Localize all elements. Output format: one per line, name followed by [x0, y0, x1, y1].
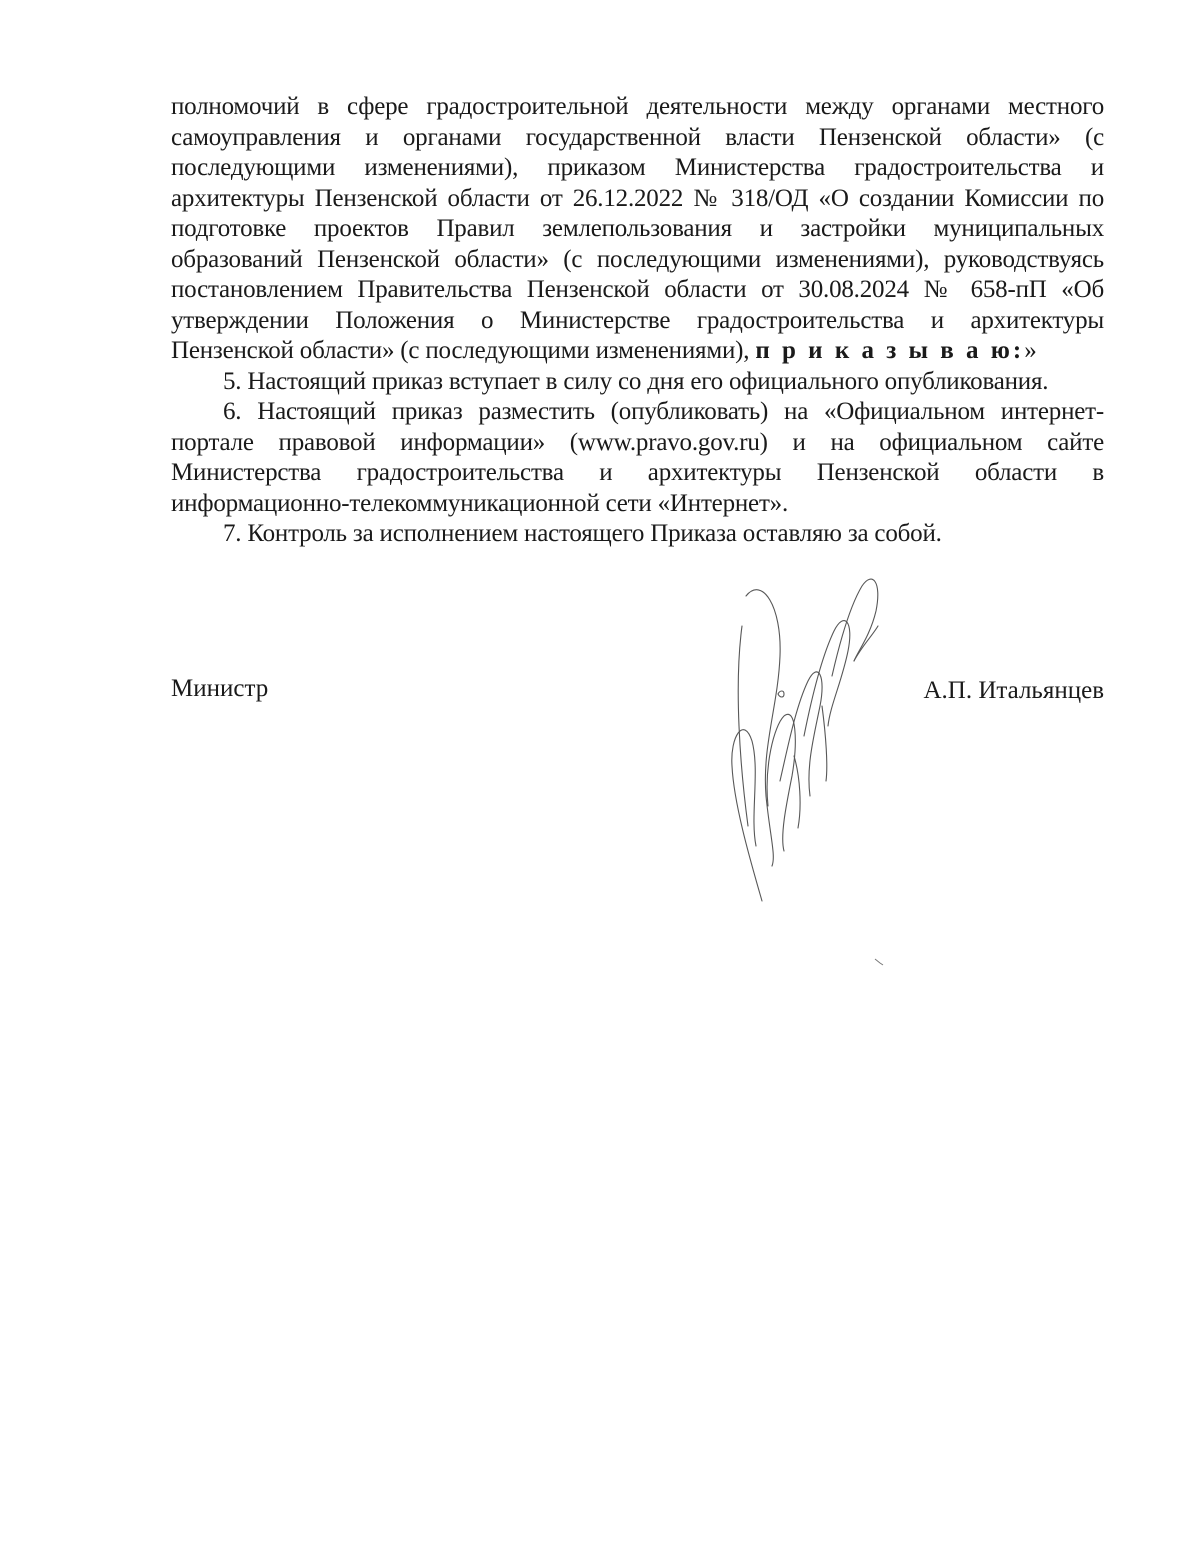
paragraph-6: 6. Настоящий приказ разместить (опубликовать) на «Официальном интернет-портале правовой информации» (www.pravo.gov.ru) и на официальном сайте Министерства градостроительства и архитектуры Пензенской области в информационно-телекоммуникационной сети «Интернет». [171, 398, 1104, 517]
order-word: п р и к а з ы в а ю: [755, 337, 1025, 364]
paragraph-5: 5. Настоящий приказ вступает в силу со дня его официального опубликования. [223, 367, 1049, 395]
scan-speck [874, 958, 884, 966]
handwritten-signature [722, 566, 892, 911]
paragraph-intro [171, 92, 1104, 367]
paragraph-intro-tail: » [1024, 337, 1037, 364]
position-title: Министр [171, 675, 269, 702]
signer-name: А.П. Итальянцев [923, 677, 1104, 704]
paragraph-7: 7. Контроль за исполнением настоящего Приказа оставляю за собой. [223, 520, 942, 547]
paragraph-intro-text: полномочий в сфере градостроительной деятельности между органами местного самоуправления и органами государственной власти Пензенской области» (с последующими изменениями), приказом Министерства градостроительства и архитектуры Пензенской области от 26.12.2022 № 318/ОД «О создании Комиссии по подготовке проектов Правил землепользования и застройки муниципальных образований Пензенской области» (с последующими изменениями), руководствуясь постановлением Правительства Пензенской области от 30.08.2024 № 658-пП «Об утверждении Положения о Министерстве градостроительства и архитектуры Пензенской области» (с последующими изменениями), [171, 93, 1104, 364]
document-body [171, 92, 1104, 550]
